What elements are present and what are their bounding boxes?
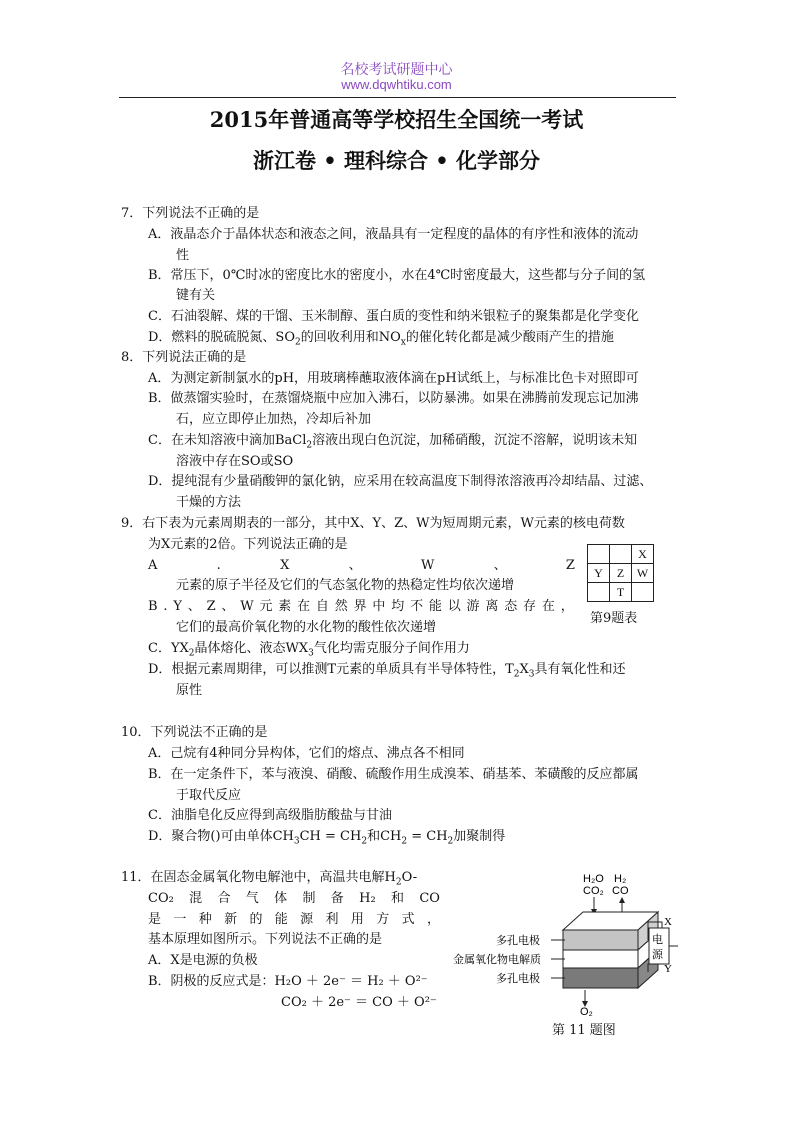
- spread-char: B: [148, 599, 158, 614]
- q11-option-b: B．阴极的反应式是：H₂O ＋ 2e⁻ ＝ H₂ ＋ O²⁻: [148, 974, 428, 989]
- spread-char: 源: [300, 912, 314, 927]
- spread-char: 种: [198, 912, 212, 927]
- spread-char: 离: [485, 599, 499, 614]
- spread-char: 存: [523, 599, 537, 614]
- spread-char: 方: [376, 912, 390, 927]
- spread-char: 在: [297, 599, 311, 614]
- spread-char: 、: [187, 599, 201, 614]
- q11-option-a: A．X是电源的负极: [148, 953, 258, 968]
- q8-option-b-cont: 石，应立即停止加热，冷却后补加: [176, 412, 372, 427]
- spread-char: 是: [148, 912, 162, 927]
- q10-option-b: B．在一定条件下，苯与液溴、硝酸、硫酸作用生成溴苯、硝基苯、苯磺酸的反应都属: [148, 767, 639, 782]
- spread-char: Y: [173, 599, 182, 614]
- pt-cell: W: [632, 564, 654, 583]
- figure-caption: 第 11 题图: [552, 1023, 616, 1038]
- spread-char: 体: [274, 891, 288, 906]
- o2-label: O₂: [580, 1006, 593, 1018]
- q9-stem-cont: 为X元素的2倍。下列说法正确的是: [148, 537, 348, 552]
- q9-stem: 9．右下表为元素周期表的一部分，其中X、Y、Z、W为短周期元素，W元素的核电荷数: [121, 516, 625, 531]
- q9-option-c: C．$YX_2$晶体熔化、液态$WX_3$气化均需克服分子间作用力: [148, 641, 470, 659]
- spread-char: 新: [224, 912, 238, 927]
- spread-char: 界: [353, 599, 367, 614]
- site-name: 名校考试研题中心: [340, 62, 453, 78]
- terminal-x: X: [664, 916, 672, 928]
- label-porous-electrode-top: 多孔电极: [496, 935, 540, 947]
- spread-char: 合: [217, 891, 231, 906]
- table-caption: 第9题表: [590, 611, 638, 626]
- spread-char: 中: [372, 599, 386, 614]
- spread-char: 一: [173, 912, 187, 927]
- spread-char: 的: [249, 912, 263, 927]
- metal-oxide-electrolyte: [563, 950, 638, 968]
- spread-char: .: [163, 599, 168, 614]
- q8-option-b: B．做蒸馏实验时，在蒸馏烧瓶中应加入沸石，以防暴沸。如果在沸腾前发现忘记加沸: [148, 391, 639, 406]
- spread-char: 式: [401, 912, 415, 927]
- q9-option-b-cont: 它们的最高价氧化物的水化物的酸性依次递增: [176, 620, 437, 635]
- exam-title: 2015年普通高等学校招生全国统一考试: [209, 107, 584, 132]
- spread-char: 、: [221, 599, 235, 614]
- porous-electrode-top: [563, 930, 638, 950]
- q8-stem: 8．下列说法正确的是: [121, 350, 247, 365]
- spread-char: 然: [334, 599, 348, 614]
- q10-option-a: A．己烷有4种同分异构体，它们的熔点、沸点各不相同: [148, 746, 465, 761]
- spread-char: 以: [447, 599, 461, 614]
- spread-char: X: [280, 558, 290, 573]
- spread-char: ，: [560, 599, 574, 614]
- q9-option-d-cont: 原性: [176, 683, 203, 698]
- spread-char: CO: [419, 891, 440, 906]
- spread-char: CO₂: [148, 891, 174, 906]
- q9-option-a-cont: 元素的原子半径及它们的气态氢化物的热稳定性均依次递增: [176, 578, 515, 593]
- q8-option-a: A．为测定新制氯水的pH，用玻璃棒蘸取液体滴在pH试纸上，与标准比色卡对照即可: [148, 371, 639, 386]
- outlet-label-co: CO: [612, 885, 629, 897]
- site-url[interactable]: www.dqwhtiku.com: [341, 77, 452, 92]
- outlet-label-h2: H₂: [614, 873, 627, 885]
- label-electrolyte: 金属氧化物电解质: [453, 954, 541, 966]
- spread-char: 态: [504, 599, 518, 614]
- spread-char: 自: [315, 599, 329, 614]
- spread-char: 均: [391, 599, 405, 614]
- pt-cell: Z: [610, 564, 632, 583]
- q10-stem: 10．下列说法不正确的是: [121, 725, 268, 740]
- spread-char: 游: [466, 599, 480, 614]
- q9-option-d: D．根据元素周期律，可以推测T元素的单质具有半导体特性，$T_2X_3$具有氧化性和还: [148, 662, 626, 680]
- q8-option-d: D．提纯混有少量硝酸钾的氯化钠，应采用在较高温度下制得浓溶液再冷却结晶、过滤、: [148, 474, 653, 489]
- q10-option-d: D．聚合物()可由单体$CH_3CH = CH_2$和$CH_2 = CH_2$加聚制得: [148, 829, 506, 847]
- spread-char: 元: [259, 599, 273, 614]
- spread-char: 制: [302, 891, 316, 906]
- spread-char: 不: [410, 599, 424, 614]
- spread-char: W: [240, 599, 254, 614]
- q8-option-c: C．在未知溶液中滴加BaCl$_2$溶液出现白色沉淀，加稀硝酸，沉淀不溶解，说明该未知: [148, 433, 638, 451]
- spread-char: Z: [206, 599, 216, 614]
- spread-char: 利: [325, 912, 339, 927]
- power-label-1: 电: [652, 933, 663, 946]
- spread-char: 气: [245, 891, 259, 906]
- pt-cell: T: [610, 583, 632, 602]
- porous-electrode-bottom: [563, 968, 638, 988]
- spread-char: 在: [541, 599, 555, 614]
- q10-option-b-cont: 于取代反应: [176, 788, 242, 803]
- q8-option-c-cont: 溶液中存在SO或SO: [176, 454, 294, 469]
- inlet-label-co2: CO₂: [583, 885, 604, 897]
- label-porous-electrode-bottom: 多孔电极: [496, 973, 540, 985]
- q10-option-c: C．油脂皂化反应得到高级脂肪酸盐与甘油: [148, 808, 392, 823]
- q11-stem-line4: 基本原理如图所示。下列说法不正确的是: [148, 932, 383, 947]
- q7-option-b: B．常压下，0℃时冰的密度比水的密度小，水在4℃时密度最大，这些都与分子间的氢: [148, 268, 646, 283]
- pt-cell: Y: [588, 564, 610, 583]
- q7-option-a-cont: 性: [176, 248, 190, 263]
- spread-char: ，: [426, 912, 440, 927]
- spread-char: H₂: [359, 891, 376, 906]
- spread-char: 和: [390, 891, 404, 906]
- spread-char: 备: [330, 891, 344, 906]
- spread-char: 、: [493, 558, 507, 573]
- spread-char: Z: [565, 558, 575, 573]
- pt-cell: X: [632, 545, 654, 564]
- inlet-label-h2o: H₂O: [583, 873, 604, 885]
- terminal-y: Y: [664, 963, 672, 975]
- power-label-2: 源: [652, 948, 663, 961]
- spread-char: A: [148, 558, 158, 573]
- q8-option-d-cont: 干燥的方法: [176, 495, 242, 510]
- spread-char: .: [216, 558, 221, 573]
- exam-subtitle: 浙江卷 • 理科综合 • 化学部分: [252, 148, 541, 173]
- spread-char: 能: [428, 599, 442, 614]
- spread-char: W: [420, 558, 435, 573]
- spread-char: 用: [350, 912, 364, 927]
- q7-option-c: C．石油裂解、煤的干馏、玉米制醇、蛋白质的变性和纳米银粒子的聚集都是化学变化: [148, 309, 639, 324]
- q7-option-a: A．液晶态介于晶体状态和液态之间，液晶具有一定程度的晶体的有序性和液体的流动: [148, 227, 639, 242]
- spread-char: 混: [189, 891, 203, 906]
- spread-char: 素: [278, 599, 292, 614]
- q7-stem: 7．下列说法不正确的是: [121, 206, 260, 221]
- q7-option-b-cont: 键有关: [176, 288, 216, 303]
- q11-stem: 11．在固态金属氧化物电解池中，高温共电解$H_2O-$: [121, 870, 418, 888]
- spread-char: 能: [274, 912, 288, 927]
- spread-char: 、: [348, 558, 362, 573]
- q7-option-d: D．燃料的脱硫脱氮、$SO_2$的回收利用和$NO_x$的催化转化都是减少酸雨产生的措施: [148, 330, 614, 348]
- q11-option-b-cont: CO₂ ＋ 2e⁻ ＝ CO ＋ O²⁻: [281, 995, 437, 1010]
